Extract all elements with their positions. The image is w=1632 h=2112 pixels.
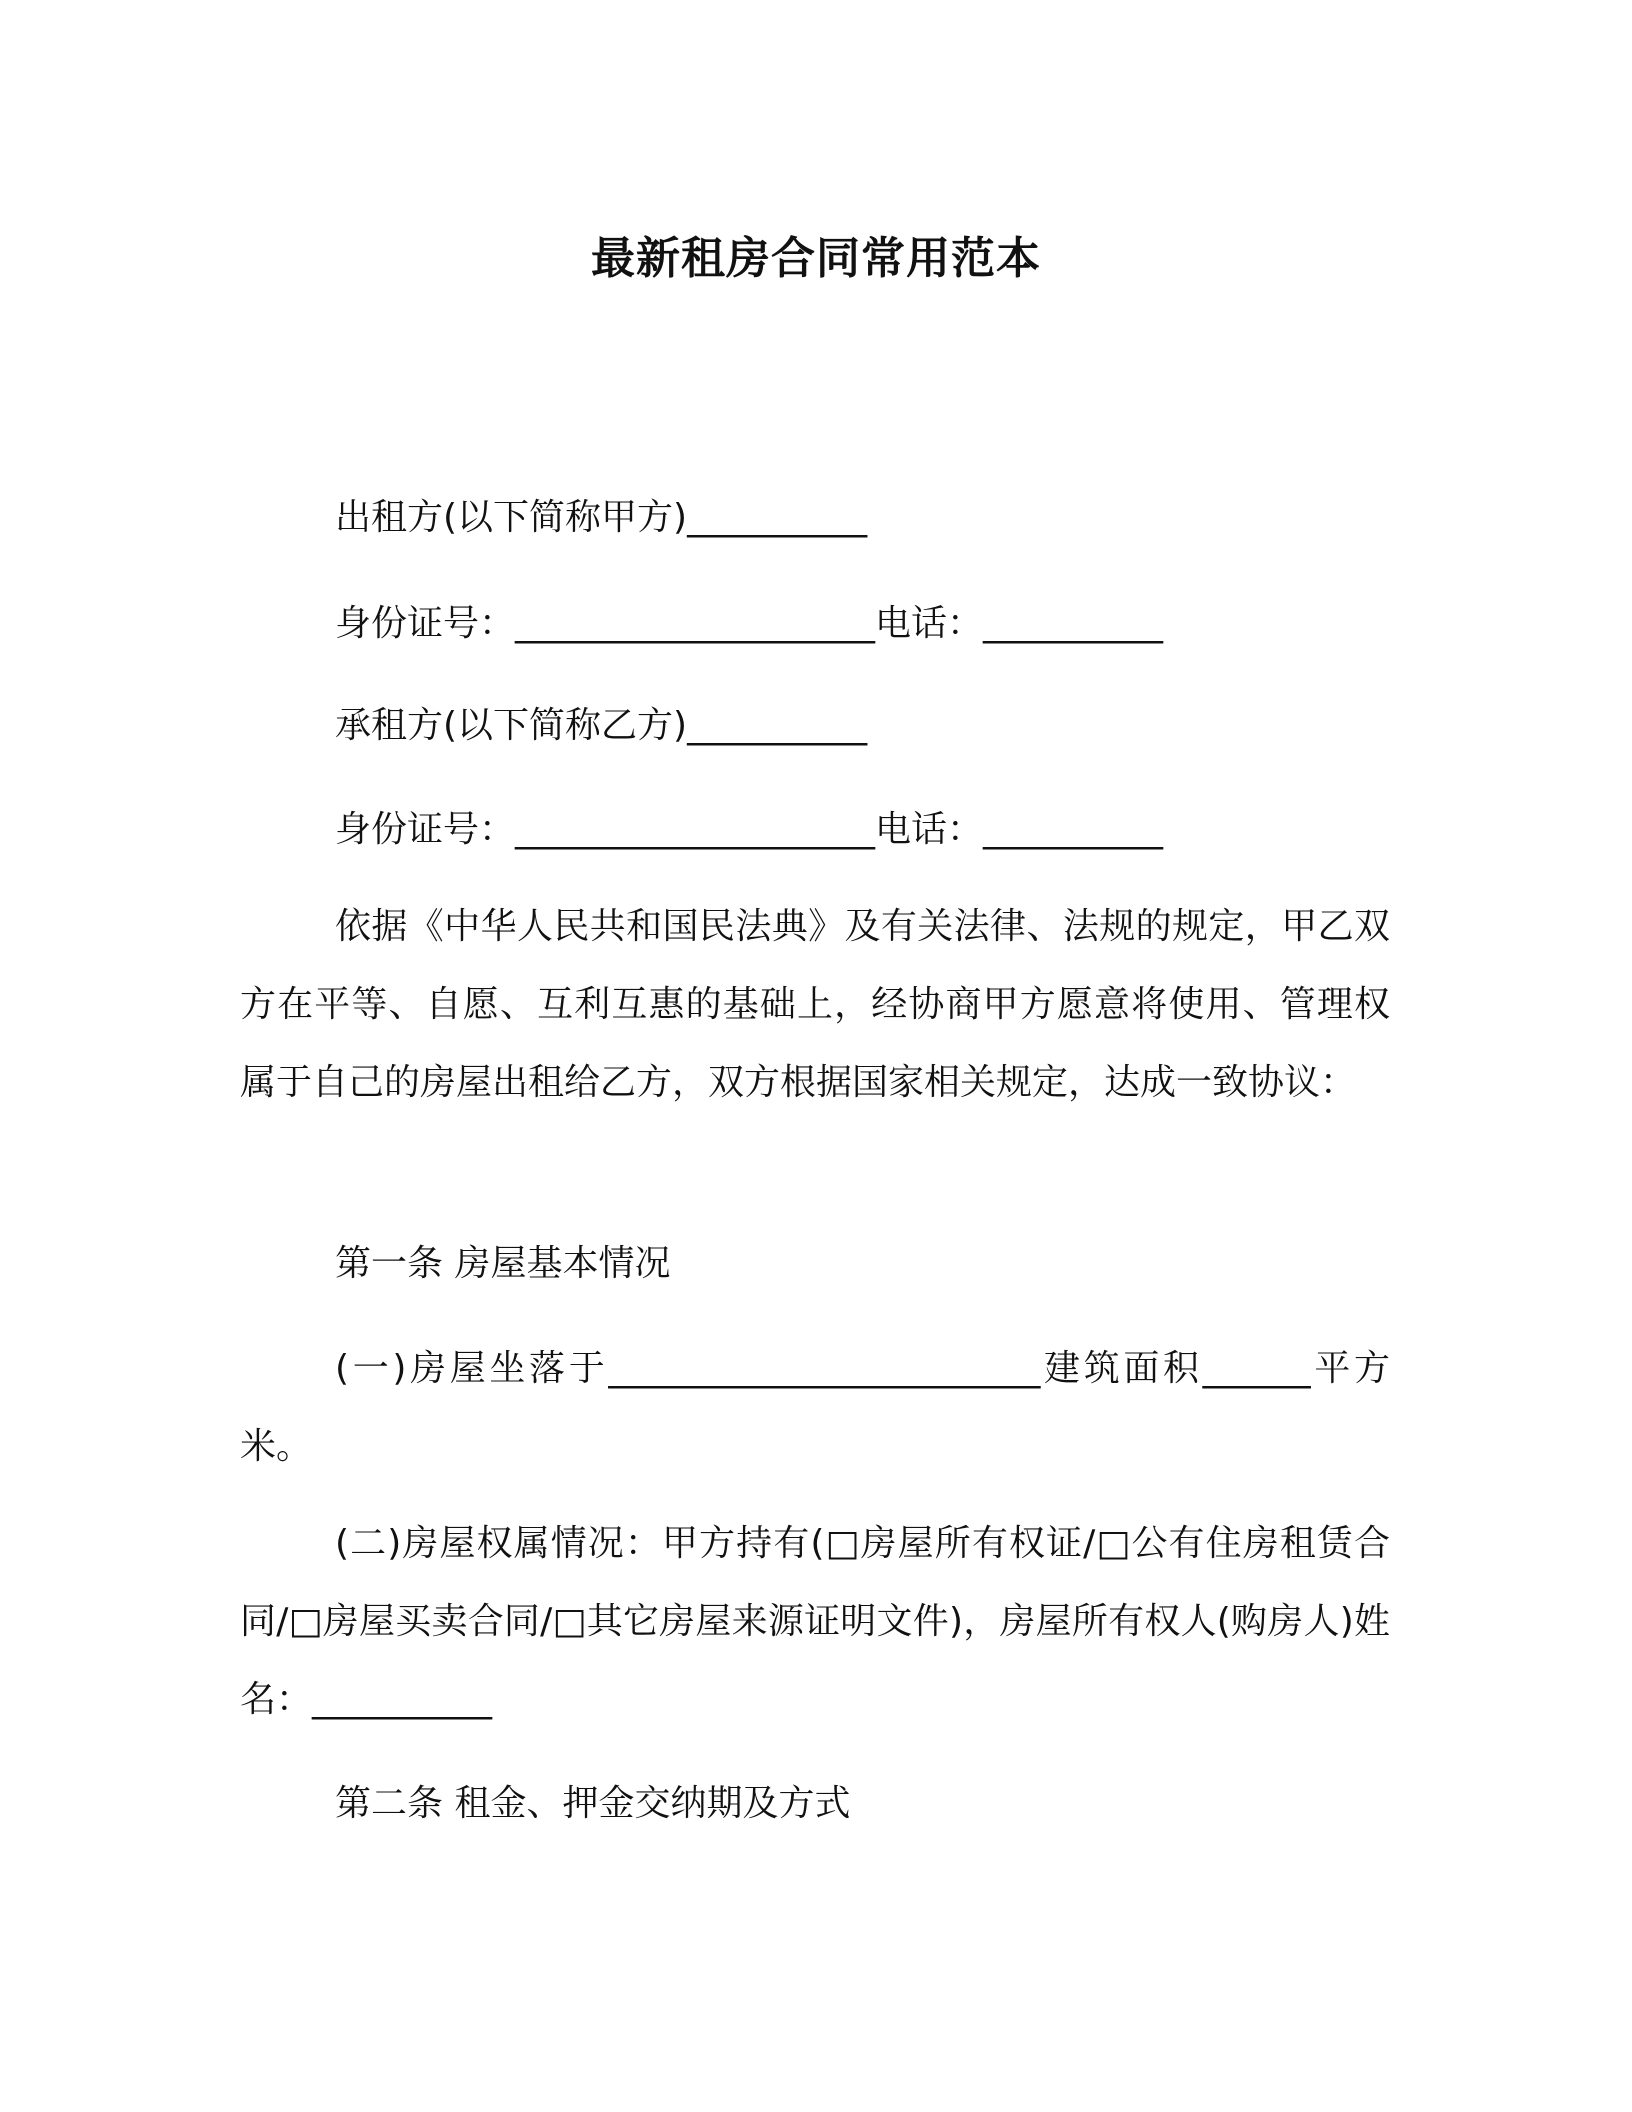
article-1-item-2: (二)房屋权属情况：甲方持有(□房屋所有权证/□公有住房租赁合同/□房屋买卖合同/□其它房屋来源证明文件)，房屋所有权人(购房人)姓名：__________: [240, 1523, 1390, 1720]
lessee-id-phone-line: 身份证号：____________________电话：__________: [335, 809, 1164, 850]
article-2-heading: 第二条 租金、押金交纳期及方式: [335, 1783, 851, 1824]
article-1-item-1: (一)房屋坐落于________________________建筑面积______平方米。: [240, 1348, 1390, 1467]
article-1-heading: 第一条 房屋基本情况: [335, 1243, 671, 1284]
lessor-line: 出租方(以下简称甲方)__________: [335, 497, 868, 538]
lessee-line: 承租方(以下简称乙方)__________: [335, 705, 868, 746]
document-title: 最新租房合同常用范本: [591, 233, 1041, 284]
preamble-paragraph: 依据《中华人民共和国民法典》及有关法律、法规的规定，甲乙双方在平等、自愿、互利互惠的基础上，经协商甲方愿意将使用、管理权属于自己的房屋出租给乙方，双方根据国家相关规定，达成一致协议：: [240, 906, 1390, 1103]
lessor-id-phone-line: 身份证号：____________________电话：__________: [335, 603, 1164, 644]
